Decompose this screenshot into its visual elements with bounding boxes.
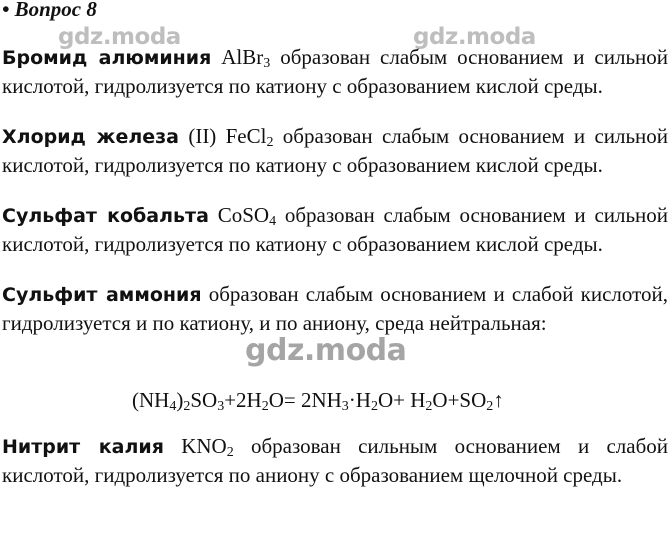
question-heading: • Вопрос 8: [2, 0, 97, 21]
paragraph-text: образован слабым основанием и сильной кислотой, гидролизуется по катиону с образованием кислой среды.: [2, 203, 669, 256]
paragraph-text: образован слабым основанием и сильной кислотой, гидролизуется по катиону с образованием кислой среды.: [2, 45, 668, 98]
term: Нитрит калия: [2, 436, 164, 458]
term: Сульфит аммония: [2, 284, 202, 306]
formula: AlBr$_3$: [221, 45, 271, 71]
formula: FeCl$_2$: [225, 124, 274, 150]
paragraph-ammonium-sulfite: [2, 280, 668, 337]
paragraph-text: образован сильным основанием и слабой кислотой, гидролизуется по аниону с образованием щелочной среды.: [2, 434, 669, 487]
term: Сульфат кобальта: [2, 205, 209, 227]
hydrolysis-equation: $(NH_4)_2SO_3+2H_2O= 2NH_3\cdot H_2O+$ $H_2O+SO_2↑$: [132, 388, 504, 414]
paragraph-text: образован слабым основанием и слабой кислотой, гидролизуется и по катиону, и по аниону, среда нейтральная:: [2, 282, 668, 335]
paragraph-iron-chloride: [2, 122, 668, 179]
formula: $KNO_2$: [181, 434, 234, 460]
watermark: gdz.moda: [245, 333, 407, 368]
term: Бромид алюминия: [2, 47, 212, 69]
watermark: gdz.moda: [58, 24, 181, 50]
formula: CoSO$_4$: [217, 203, 277, 229]
paragraph-aluminium-bromide: [2, 43, 668, 100]
oxidation-state: (II): [188, 124, 217, 148]
paragraph-text: образован слабым основанием и сильной кислотой, гидролизуется по катиону с образованием кислой среды.: [2, 124, 669, 177]
paragraph-cobalt-sulfate: [2, 201, 668, 258]
paragraph-potassium-nitrite: [2, 432, 668, 489]
term: Хлорид железа: [2, 126, 180, 148]
watermark: gdz.moda: [413, 24, 536, 50]
